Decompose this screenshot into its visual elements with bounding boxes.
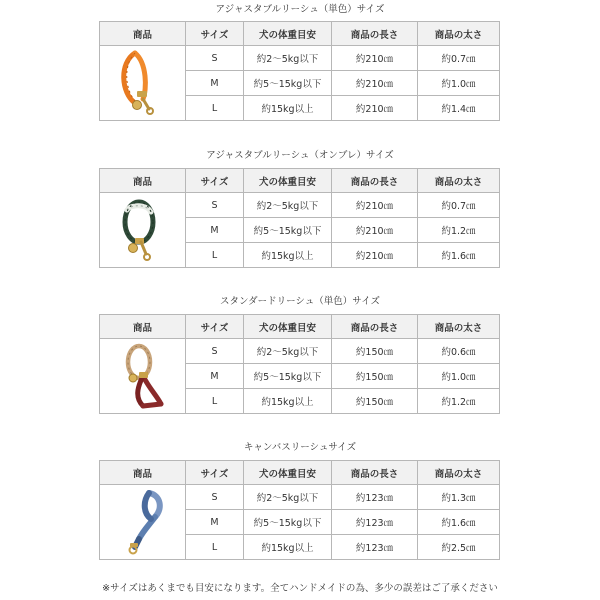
header-product: 商品 [100,169,186,193]
blue-canvas-leash-image [113,487,173,557]
section-title-canvas: キャンバスリーシュサイズ [243,442,357,453]
thickness-cell: 約1.0㎝ [418,71,500,96]
header-thickness: 商品の太さ [418,461,500,485]
size-cell: M [186,510,244,535]
product-image-cell [100,485,186,560]
header-weight: 犬の体重目安 [244,22,332,46]
size-table-adjustable-solid [99,21,500,121]
size-table-standard-solid [99,314,500,414]
orange-rope-leash-image [113,49,173,117]
table-row [100,485,500,510]
header-length: 商品の長さ [332,169,418,193]
size-cell: S [186,193,244,218]
size-cell: L [186,389,244,414]
header-thickness: 商品の太さ [418,22,500,46]
size-cell: M [186,71,244,96]
header-weight: 犬の体重目安 [244,169,332,193]
header-product: 商品 [100,22,186,46]
header-size: サイズ [186,169,244,193]
header-thickness: 商品の太さ [418,169,500,193]
header-size: サイズ [186,461,244,485]
section-title-standard-solid: スタンダードリーシュ（単色）サイズ [220,296,380,307]
table-row [100,339,500,364]
length-cell: 約210㎝ [332,193,418,218]
weight-cell: 約15kg以上 [244,96,332,121]
weight-cell: 約2〜5kg以下 [244,46,332,71]
size-cell: L [186,96,244,121]
length-cell: 約123㎝ [332,535,418,560]
thickness-cell: 約0.6㎝ [418,339,500,364]
green-ombre-rope-leash-image [113,196,173,264]
thickness-cell: 約2.5㎝ [418,535,500,560]
header-product: 商品 [100,315,186,339]
thickness-cell: 約1.6㎝ [418,243,500,268]
weight-cell: 約5〜15kg以下 [244,364,332,389]
length-cell: 約150㎝ [332,339,418,364]
product-image-cell [100,339,186,414]
weight-cell: 約2〜5kg以下 [244,193,332,218]
length-cell: 約150㎝ [332,389,418,414]
thickness-cell: 約1.0㎝ [418,364,500,389]
length-cell: 約123㎝ [332,485,418,510]
weight-cell: 約15kg以上 [244,535,332,560]
weight-cell: 約5〜15kg以下 [244,71,332,96]
size-cell: L [186,243,244,268]
size-cell: M [186,364,244,389]
header-weight: 犬の体重目安 [244,315,332,339]
size-cell: M [186,218,244,243]
length-cell: 約210㎝ [332,46,418,71]
length-cell: 約210㎝ [332,96,418,121]
table-header-row [100,315,500,339]
thickness-cell: 約1.4㎝ [418,96,500,121]
header-size: サイズ [186,315,244,339]
thickness-cell: 約1.3㎝ [418,485,500,510]
size-cell: S [186,485,244,510]
size-table-adjustable-ombre [99,168,500,268]
length-cell: 約210㎝ [332,71,418,96]
thickness-cell: 約0.7㎝ [418,193,500,218]
weight-cell: 約2〜5kg以下 [244,485,332,510]
thickness-cell: 約0.7㎝ [418,46,500,71]
tan-rope-leash-image [113,340,173,412]
table-header-row [100,169,500,193]
thickness-cell: 約1.2㎝ [418,389,500,414]
header-product: 商品 [100,461,186,485]
table-header-row [100,461,500,485]
size-cell: L [186,535,244,560]
size-cell: S [186,46,244,71]
size-cell: S [186,339,244,364]
weight-cell: 約5〜15kg以下 [244,218,332,243]
section-title-adjustable-ombre: アジャスタブルリーシュ（オンブレ）サイズ [206,150,394,161]
weight-cell: 約15kg以上 [244,243,332,268]
header-thickness: 商品の太さ [418,315,500,339]
weight-cell: 約15kg以上 [244,389,332,414]
product-image-cell [100,46,186,121]
size-table-canvas [99,460,500,560]
length-cell: 約150㎝ [332,364,418,389]
section-title-adjustable-solid: アジャスタブルリーシュ（単色）サイズ [215,4,385,15]
thickness-cell: 約1.2㎝ [418,218,500,243]
thickness-cell: 約1.6㎝ [418,510,500,535]
header-size: サイズ [186,22,244,46]
header-length: 商品の長さ [332,22,418,46]
disclaimer-note: ※サイズはあくまでも目安になります。全てハンドメイドの為、多少の誤差はご了承ください [102,583,498,594]
length-cell: 約123㎝ [332,510,418,535]
length-cell: 約210㎝ [332,243,418,268]
table-row [100,193,500,218]
weight-cell: 約5〜15kg以下 [244,510,332,535]
length-cell: 約210㎝ [332,218,418,243]
header-weight: 犬の体重目安 [244,461,332,485]
header-length: 商品の長さ [332,461,418,485]
header-length: 商品の長さ [332,315,418,339]
table-header-row [100,22,500,46]
weight-cell: 約2〜5kg以下 [244,339,332,364]
table-row [100,46,500,71]
product-image-cell [100,193,186,268]
